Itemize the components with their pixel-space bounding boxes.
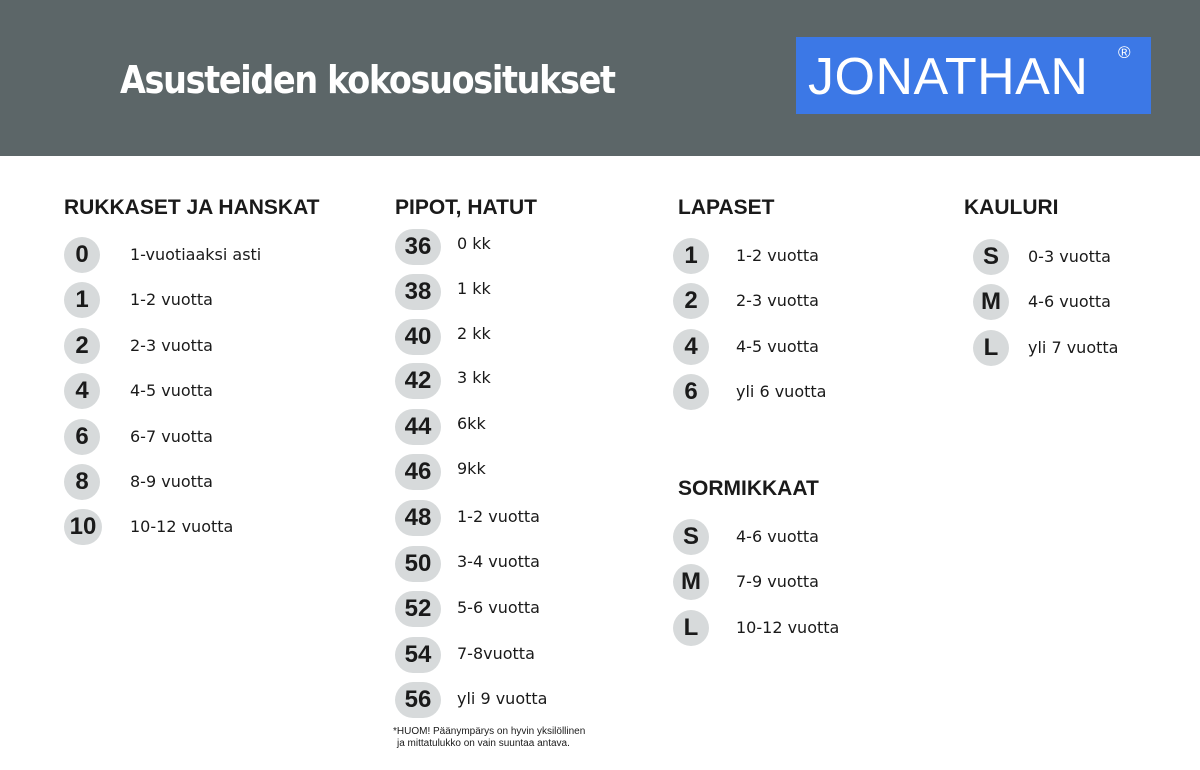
section-title-lapaset: LAPASET [678,196,775,219]
size-label: 6-7 vuotta [130,427,213,446]
size-label: 4-5 vuotta [736,337,819,356]
section-title-sormikkaat: SORMIKKAAT [678,477,819,500]
size-label: 7-8vuotta [457,644,535,663]
brand-logo [796,37,1151,114]
size-label: 10-12 vuotta [736,618,840,637]
size-label: 0-3 vuotta [1028,247,1111,266]
size-label: 3-4 vuotta [457,552,540,571]
size-label: 4-6 vuotta [1028,292,1111,311]
section-title-kauluri: KAULURI [964,196,1059,219]
size-label: yli 6 vuotta [736,382,827,401]
size-badge: 56 [395,682,441,718]
footnote-line-1: *HUOM! Päänympärys on hyvin yksilöllinen [393,726,586,737]
size-badge: 4 [673,329,709,365]
footnote-line-2: ja mittatulukko on vain suuntaa antava. [397,738,570,749]
size-badge: M [673,564,709,600]
size-badge: 1 [673,238,709,274]
size-badge: 40 [395,319,441,355]
size-label: 0 kk [457,234,491,253]
size-label: 1 kk [457,279,491,298]
size-label: 2-3 vuotta [130,336,213,355]
size-badge: M [973,284,1009,320]
size-label: 2-3 vuotta [736,291,819,310]
size-badge: 48 [395,500,441,536]
size-label: 10-12 vuotta [130,517,234,536]
size-label: 6kk [457,414,486,433]
size-badge: 1 [64,282,100,318]
size-label: 3 kk [457,368,491,387]
size-label: 9kk [457,459,486,478]
size-label: 5-6 vuotta [457,598,540,617]
size-label: 2 kk [457,324,491,343]
size-label: yli 9 vuotta [457,689,548,708]
page-title: Asusteiden kokosuositukset [120,58,615,102]
size-label: 1-vuotiaaksi asti [130,245,262,264]
size-badge: 4 [64,373,100,409]
section-title-rukkaset: RUKKASET JA HANSKAT [64,196,320,219]
size-badge: 42 [395,363,441,399]
size-badge: 36 [395,229,441,265]
size-badge: 54 [395,637,441,673]
size-badge: 8 [64,464,100,500]
size-badge: 38 [395,274,441,310]
size-label: 4-6 vuotta [736,527,819,546]
size-badge: 2 [673,283,709,319]
size-badge: 44 [395,409,441,445]
size-badge: L [673,610,709,646]
header-bar [0,0,1200,156]
size-label: 7-9 vuotta [736,572,819,591]
size-label: 8-9 vuotta [130,472,213,491]
size-badge: 52 [395,591,441,627]
section-title-pipot: PIPOT, HATUT [395,196,537,219]
size-badge: S [673,519,709,555]
size-label: yli 7 vuotta [1028,338,1119,357]
size-badge: L [973,330,1009,366]
size-badge: 50 [395,546,441,582]
size-label: 4-5 vuotta [130,381,213,400]
size-label: 1-2 vuotta [736,246,819,265]
size-badge: 2 [64,328,100,364]
registered-mark: ® [1118,43,1131,62]
size-badge: 6 [64,419,100,455]
size-badge: 46 [395,454,441,490]
size-label: 1-2 vuotta [457,507,540,526]
size-badge: 6 [673,374,709,410]
size-badge: S [973,239,1009,275]
size-badge: 10 [64,509,102,545]
logo-text: JONATHAN [808,48,1089,106]
footnote [393,726,613,750]
size-badge: 0 [64,237,100,273]
size-label: 1-2 vuotta [130,290,213,309]
